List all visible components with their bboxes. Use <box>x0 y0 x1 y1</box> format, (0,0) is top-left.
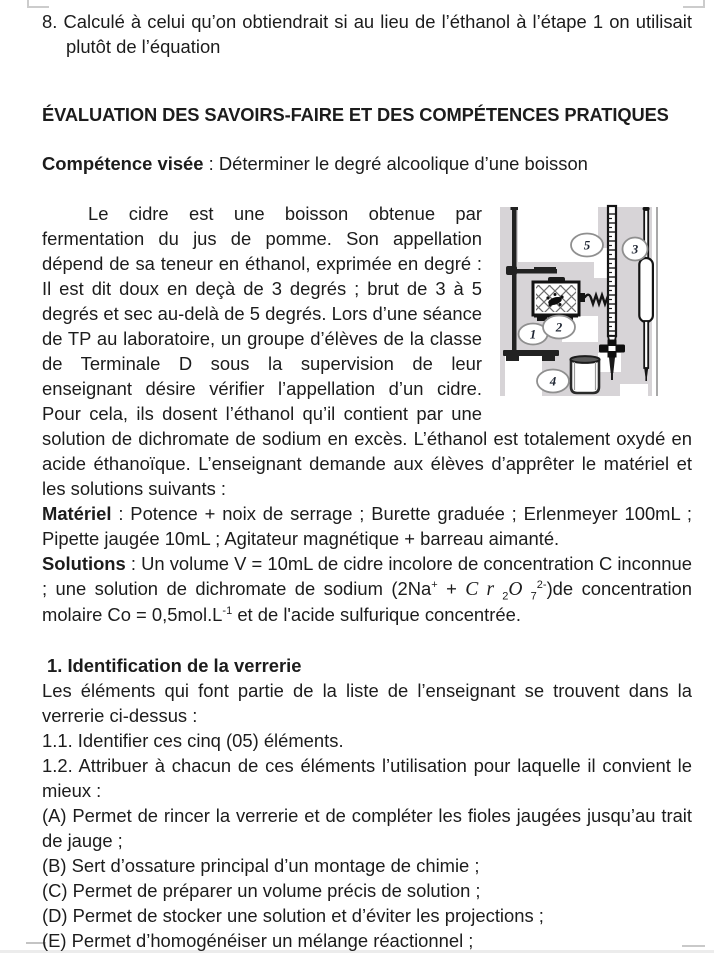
materiel-paragraph: Matériel : Potence + noix de serrage ; Burette graduée ; Erlenmeyer 100mL ; Pipette jaugée 10mL ; Agitateur magnétique + barreau aimanté. <box>42 503 692 549</box>
na-plus-superscript: + <box>431 578 438 591</box>
svg-text:3: 3 <box>631 241 639 257</box>
figure-label-4 <box>537 370 569 393</box>
section-heading: ÉVALUATION DES SAVOIRS-FAIRE ET DES COMPÉTENCES PRATIQUES <box>42 104 669 125</box>
formula-sub-7: 7 <box>530 590 537 603</box>
figure-label-5 <box>571 234 603 257</box>
formula-cr: C r <box>465 579 503 600</box>
glassware-figure-svg <box>500 203 666 399</box>
svg-text:4: 4 <box>549 373 557 389</box>
competence-label: Compétence visée <box>42 153 204 174</box>
formula-o: O <box>508 579 531 600</box>
question-8-number: 8. <box>42 11 58 32</box>
competence-line <box>42 151 692 176</box>
competence-text: : Déterminer le degré alcoolique d’une boisson <box>203 153 588 174</box>
formula-sub-2: 2 <box>502 590 509 603</box>
body-block <box>42 201 692 627</box>
svg-text:2: 2 <box>555 319 563 335</box>
solutions-paragraph: Solutions : Un volume V = 10mL de cidre incolore de concentration C inconnue ; une solution de dichromate de sodium (2Na+ + C r $_2$O $_7^{2-}$)de concentration molaire $Co = 0,5mol.L^{-1}$ et de l'acide sulfurique concentrée. <box>42 553 692 625</box>
section-1-title: 1. Identification de la verrerie <box>47 655 302 676</box>
solutions-label: Solutions <box>42 553 126 574</box>
svg-text:1: 1 <box>529 326 537 342</box>
question-1-2: 1.2. Attribuer à chacun de ces éléments l’utilisation pour laquelle il convient le mieux : <box>42 755 692 801</box>
figure-becher <box>570 356 599 393</box>
mol-sup-minus1: -1 <box>222 604 233 617</box>
section-1-identification <box>42 653 692 953</box>
question-8 <box>42 0 692 59</box>
option-C: (C) Permet de préparer un volume précis de solution ; <box>42 880 481 901</box>
option-D: (D) Permet de stocker une solution et d’éviter les projections ; <box>42 905 544 926</box>
formula-sup-2minus: 2- <box>536 578 547 591</box>
question-8-text: Calculé à celui qu’on obtiendrait si au lieu de l’éthanol à l’étape 1 on utilisait plutôt de l’équation <box>63 11 692 57</box>
option-B: (B) Sert d’ossature principal d’un montage de chimie ; <box>42 855 480 876</box>
materiel-label: Matériel <box>42 503 112 524</box>
figure-label-2 <box>543 316 575 339</box>
option-E: (E) Permet d’homogénéiser un mélange réactionnel ; <box>42 930 474 951</box>
glassware-figure <box>490 203 692 402</box>
page-content <box>42 0 692 953</box>
figure-label-3 <box>623 238 648 261</box>
question-1-1: 1.1. Identifier ces cinq (05) éléments. <box>42 730 344 751</box>
option-A: (A) Permet de rincer la verrerie et de compléter les fioles jaugées jusqu’au trait de jauge ; <box>42 805 692 851</box>
intro-paragraph: Le cidre est une boisson obtenue par fermentation du jus de pomme. Son appellation dépend de sa teneur en éthanol, exprimée en degré : Il est dit doux en deçà de 3 degrés ; brut de 3 à 5 degrés et sec au-delà de 5 degrés. Lors d’une séance de TP au laboratoire, un groupe d’élèves de la classe de Terminale D sous la supervision de leur enseignant désire vérifier l’appellation d’un cidre. Pour cela, ils dosent l’éthanol qu’il contient par une solution de dichromate de sodium en excès. L’éthanol est totalement oxydé en acide éthanoïque. L’enseignant demande aux élèves d’apprêter le matériel et les solutions suivants : <box>42 203 692 499</box>
section-1-intro: Les éléments qui font partie de la liste de l’enseignant se trouvent dans la verrerie ci-dessus : <box>42 680 692 726</box>
svg-text:5: 5 <box>583 237 591 253</box>
